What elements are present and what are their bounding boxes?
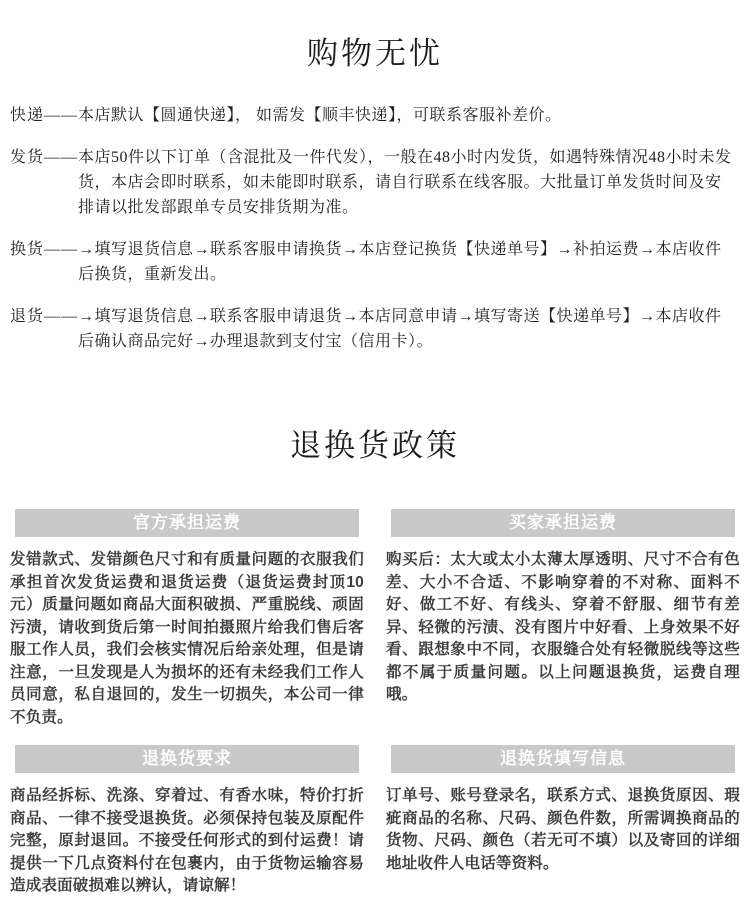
card-body-text: 商品经拆标、洗涤、穿着过、有香水味，特价打折商品、一律不接受退换货。必须保持包装及原配件完整，原封退回。不接受任何形式的到付运费！请提供一下几点资料付在包裹内，由于货物运输容易造成表面破损难以辨认，请谅解！: [10, 787, 364, 894]
item-label: 退货——: [10, 308, 79, 325]
policy-grid: [10, 509, 740, 898]
shipping-policy-list: [10, 103, 738, 354]
item-label: 快递——: [10, 107, 79, 124]
card-body-text: 发错款式、发错颜色尺寸和有质量问题的衣服我们承担首次发货运费和退货运费（退货运费封顶10元）质量问题如商品大面积破损、严重脱线、顽固污渍，请收到货后第一时间拍摄照片给我们售后客服工作人员，我们会核实情况后给亲处理，但是请注意，一旦发现是人为损坏的还有未经我们工作人员同意，私自退回的，发生一切损失，本公司一律不负责。: [10, 551, 364, 726]
dash-separator: ——: [44, 107, 79, 124]
worry-free-shopping-title: 购物无忧: [307, 36, 443, 71]
item-text: →填写退货信息→联系客服申请换货→本店登记换货【快递单号】→补拍运费→本店收件后换货，重新发出。: [78, 241, 722, 283]
item-label: 发货——: [10, 149, 79, 166]
list-item-return: [10, 304, 738, 354]
policy-card-return-info-form: [386, 745, 740, 898]
return-policy-title: 退换货政策: [290, 428, 460, 463]
list-item-dispatch: [10, 145, 738, 220]
item-text: 本店默认【圆通快递】， 如需发【顺丰快递】，可联系客服补差价。: [78, 107, 562, 124]
item-label: 换货——: [10, 241, 79, 258]
card-body-text: 订单号、账号登录名，联系方式、退换货原因、瑕疵商品的名称、尺码、颜色件数，所需调换商品的货物、尺码、颜色（若无可不填）以及寄回的详细地址收件人电话等资料。: [386, 787, 740, 872]
card-header-bar: 退换货要求: [15, 745, 359, 773]
item-text: 本店50件以下订单（含混批及一件代发），一般在48小时内发货，如遇特殊情况48小时未发货，本店会即时联系，如未能即时联系，请自行联系在线客服。大批量订单发货时间及安排请以批发部跟单专员安排货期为准。: [78, 149, 732, 216]
card-header-bar: 买家承担运费: [391, 509, 735, 537]
card-header-bar: 退换货填写信息: [391, 745, 735, 773]
dash-separator: ——: [44, 149, 79, 166]
policy-card-official-shipping: [10, 509, 364, 729]
policy-card-return-requirements: [10, 745, 364, 898]
list-item-express: [10, 103, 738, 128]
card-header-bar: 官方承担运费: [15, 509, 359, 537]
card-body-text: 购买后：太大或太小太薄太厚透明、尺寸不合有色差、大小不合适、不影响穿着的不对称、面料不好、做工不好、有线头、穿着不舒服、细节有差异、轻微的污渍、没有图片中好看、上身效果不好看、跟想象中不同，衣服缝合处有轻微脱线等这些都不属于质量问题。以上问题退换货，运费自理哦。: [386, 551, 740, 703]
policy-card-buyer-shipping: [386, 509, 740, 729]
item-text: →填写退货信息→联系客服申请退货→本店同意申请→填写寄送【快递单号】→本店收件后确认商品完好→办理退款到支付宝（信用卡）。: [78, 308, 722, 350]
dash-separator: ——: [44, 241, 79, 258]
list-item-exchange: [10, 237, 738, 287]
dash-separator: ——: [44, 308, 79, 325]
